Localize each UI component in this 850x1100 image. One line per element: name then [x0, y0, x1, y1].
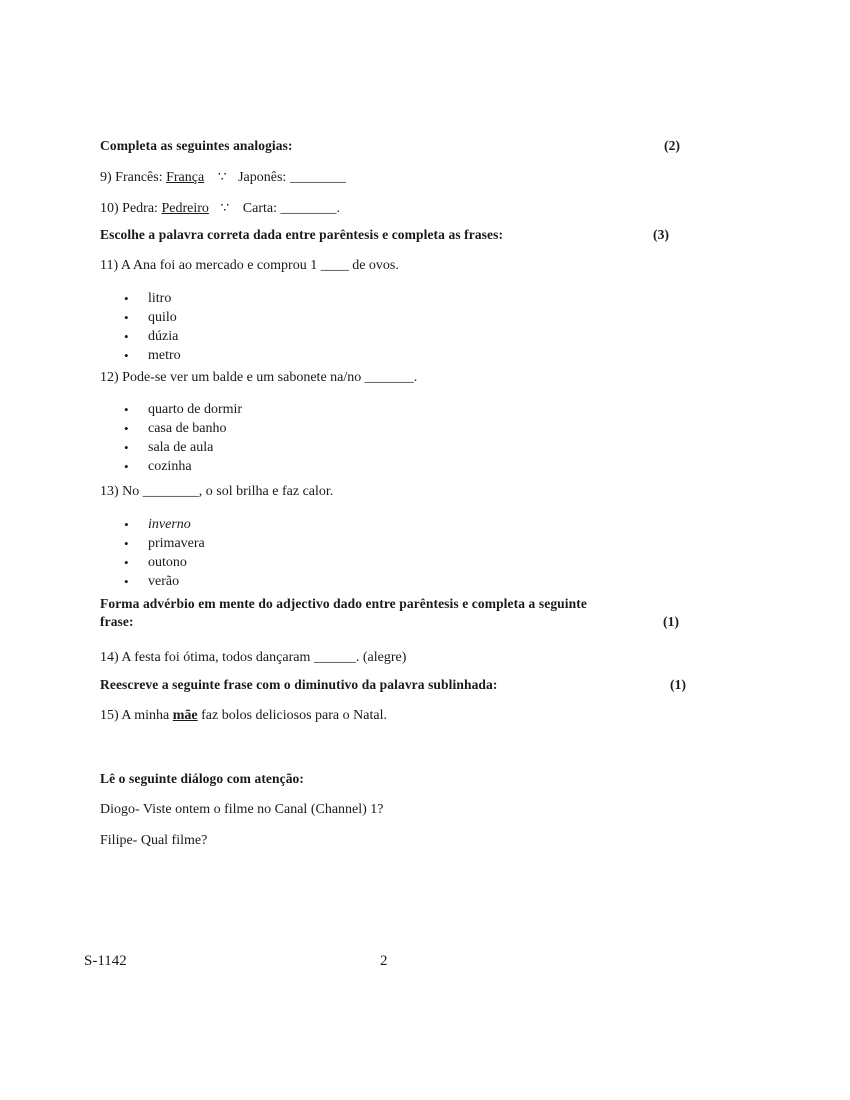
option-outono: • outono — [124, 553, 205, 572]
dialogue-line-diogo: Diogo- Viste ontem o filme no Canal (Channel) 1? — [100, 802, 384, 817]
question-10-word1: Pedreiro — [161, 201, 209, 216]
option-sala-de-aula: • sala de aula — [124, 438, 242, 457]
option-casa-de-banho: • casa de banho — [124, 419, 242, 438]
section-marks-choose: (3) — [653, 227, 670, 242]
question-10-word2: Carta: ________. — [242, 201, 341, 216]
section-heading-adverb-line2: frase: — [100, 614, 134, 629]
section-heading-choose: Escolhe a palavra correta dada entre parêntesis e completa as frases: — [100, 227, 504, 242]
question-15-underlined-word: mãe — [172, 708, 198, 723]
section-heading-diminutive: Reescreve a seguinte frase com o diminutivo da palavra sublinhada: — [100, 677, 498, 692]
section-heading-adverb: Forma advérbio em mente do adjectivo dado entre parêntesis e completa a seguinte — [100, 596, 587, 611]
question-10 — [100, 200, 340, 217]
section-heading-analogies: Completa as seguintes analogias: — [100, 138, 293, 153]
section-marks-adverb: (1) — [663, 614, 680, 629]
option-quarto-de-dormir: • quarto de dormir — [124, 400, 242, 419]
footer-code: S-1142 — [84, 953, 127, 969]
question-9-word1: França — [166, 170, 205, 185]
question-9 — [100, 169, 346, 186]
section-marks-analogies: (2) — [664, 138, 681, 153]
option-litro: • litro — [124, 289, 181, 308]
question-13: 13) No ________, o sol brilha e faz calor. — [100, 484, 334, 499]
dialogue-line-filipe: Filipe- Qual filme? — [100, 833, 208, 848]
question-12: 12) Pode-se ver um balde e um sabonete na/no _______. — [100, 370, 418, 385]
question-12-options — [124, 400, 242, 476]
question-11-options — [124, 289, 181, 365]
question-9-prefix: 9) Francês: — [100, 170, 167, 185]
page-number: 2 — [380, 953, 388, 969]
option-metro: • metro — [124, 346, 181, 365]
question-11: 11) A Ana foi ao mercado e comprou 1 ____ de ovos. — [100, 258, 399, 273]
question-10-separator: ∵ — [220, 201, 230, 216]
section-marks-diminutive: (1) — [670, 677, 687, 692]
option-duzia: • dúzia — [124, 327, 181, 346]
question-14: 14) A festa foi ótima, todos dançaram ______. (alegre) — [100, 650, 407, 665]
option-inverno: • inverno — [124, 515, 205, 534]
question-9-separator: ∵ — [217, 170, 227, 185]
question-13-options — [124, 515, 205, 591]
option-cozinha: • cozinha — [124, 457, 242, 476]
question-9-word2: Japonês: ________ — [238, 170, 346, 185]
question-15-suffix: faz bolos deliciosos para o Natal. — [197, 708, 387, 723]
question-15-prefix: 15) A minha — [100, 708, 173, 723]
question-10-prefix: 10) Pedra: — [100, 201, 162, 216]
option-primavera: • primavera — [124, 534, 205, 553]
section-heading-dialogue: Lê o seguinte diálogo com atenção: — [100, 771, 305, 786]
option-quilo: • quilo — [124, 308, 181, 327]
option-verao: • verão — [124, 572, 205, 591]
question-15 — [100, 708, 387, 724]
